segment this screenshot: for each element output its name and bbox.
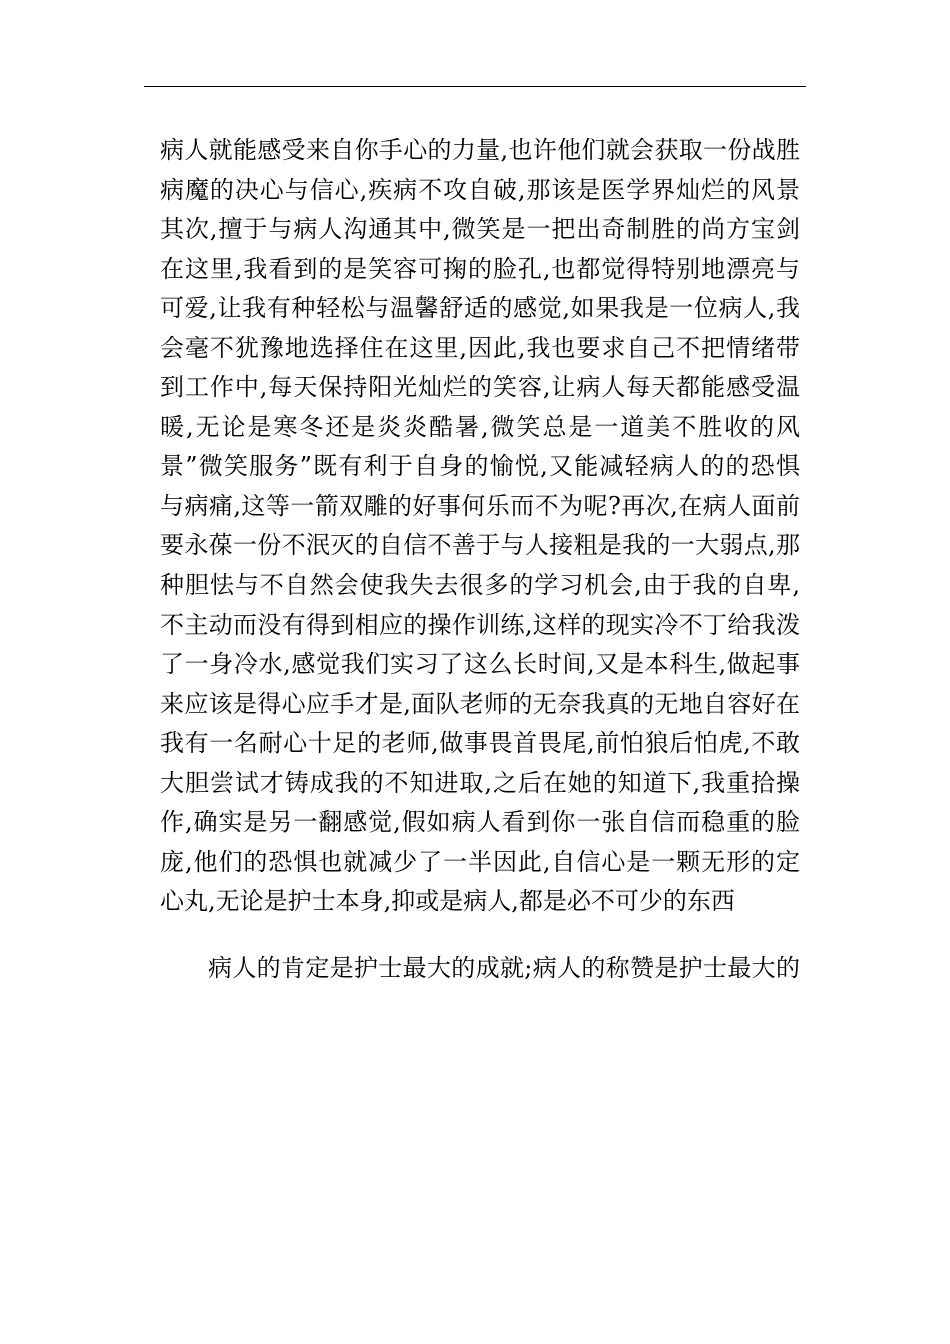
text-line: 了一身冷水,感觉我们实习了这么长时间,又是本科生,做起事 (160, 650, 800, 679)
text-line: 到工作中,每天保持阳光灿烂的笑容,让病人每天都能感受温 (160, 373, 800, 402)
text-line: 庞,他们的恐惧也就减少了一半因此,自信心是一颗无形的定 (160, 847, 800, 876)
text-line: 景”微笑服务”既有利于自身的愉悦,又能减轻病人的的恐惧 (160, 452, 800, 481)
text-line: 暖,无论是寒冬还是炎炎酷暑,微笑总是一道美不胜收的风 (160, 412, 800, 441)
paragraph-gap (160, 922, 800, 949)
text-line: 病人就能感受来自你手心的力量,也许他们就会获取一份战胜 (160, 136, 800, 164)
body-text (160, 131, 800, 988)
text-line: 大胆尝试才铸成我的不知进取,之后在她的知道下,我重拾操 (160, 768, 800, 797)
header-rule (144, 86, 806, 87)
text-line: 在这里,我看到的是笑容可掬的脸孔,也都觉得特别地漂亮与 (160, 254, 800, 283)
text-line: 不主动而没有得到相应的操作训练,这样的现实冷不丁给我泼 (160, 610, 800, 639)
text-line: 病魔的决心与信心,疾病不攻自破,那该是医学界灿烂的风景 (160, 175, 800, 204)
text-line: 会毫不犹豫地选择住在这里,因此,我也要求自己不把情绪带 (160, 333, 800, 362)
text-line: 其次,擅于与病人沟通其中,微笑是一把出奇制胜的尚方宝剑 (160, 215, 800, 244)
text-line: 与病痛,这等一箭双雕的好事何乐而不为呢?再次,在病人面前 (160, 491, 800, 520)
text-line: 要永葆一份不泯灭的自信不善于与人接粗是我的一大弱点,那 (160, 531, 800, 560)
text-line: 我有一名耐心十足的老师,做事畏首畏尾,前怕狼后怕虎,不敢 (160, 729, 800, 758)
paragraph-1 (160, 131, 800, 922)
text-line: 病人的肯定是护士最大的成就;病人的称赞是护士最大的 (208, 953, 800, 982)
text-line: 心丸,无论是护士本身,抑或是病人,都是必不可少的东西 (160, 887, 735, 916)
text-line: 可爱,让我有种轻松与温馨舒适的感觉,如果我是一位病人,我 (160, 294, 800, 323)
paragraph-2 (160, 949, 800, 989)
text-line: 来应该是得心应手才是,面队老师的无奈我真的无地自容好在 (160, 689, 800, 718)
text-line: 作,确实是另一翻感觉,假如病人看到你一张自信而稳重的脸 (160, 808, 800, 837)
text-line: 种胆怯与不自然会使我失去很多的学习机会,由于我的自卑, (160, 571, 800, 600)
